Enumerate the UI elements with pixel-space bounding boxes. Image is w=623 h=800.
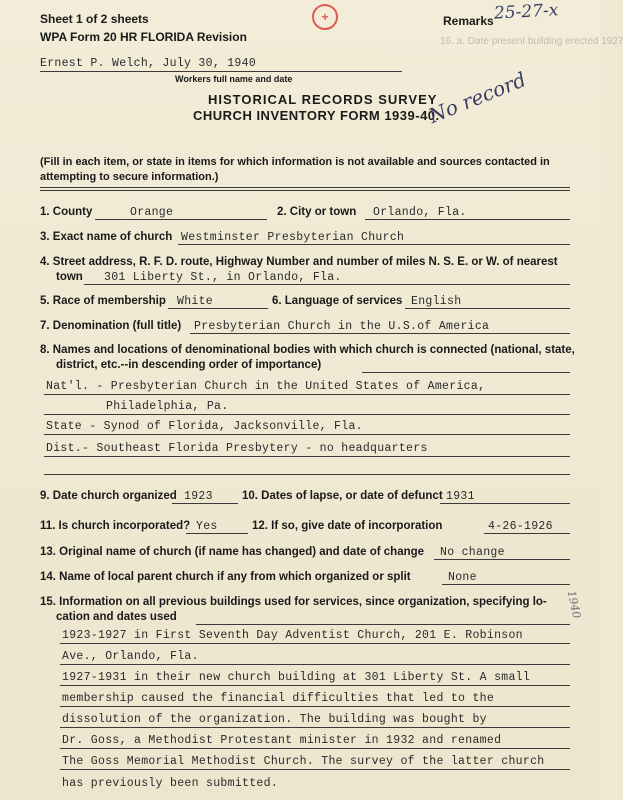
church-name-label: 3. Exact name of church xyxy=(40,231,173,243)
address-label: 4. Street address, R. F. D. route, Highway Number and number of miles N. S. E. or W. of nearest xyxy=(40,256,558,268)
incorporation-date-line xyxy=(484,533,570,534)
city-line xyxy=(365,219,570,220)
previous-buildings-text-8: has previously been submitted. xyxy=(62,777,279,790)
parent-church-value: None xyxy=(448,571,477,584)
form-subtitle: CHURCH INVENTORY FORM 1939-40. xyxy=(193,108,440,123)
previous-buildings-label-1: 15. Information on all previous buildings used for services, since organization, specifying lo- xyxy=(40,596,547,608)
worker-line xyxy=(40,71,402,72)
language-line xyxy=(405,308,570,309)
previous-buildings-text-4: membership caused the financial difficulties that led to the xyxy=(62,692,495,705)
side-stamp: 1940 xyxy=(564,589,584,620)
race-label: 5. Race of membership xyxy=(40,295,166,307)
race-value: White xyxy=(177,295,214,308)
previous-buildings-text-7: The Goss Memorial Methodist Church. The survey of the latter church xyxy=(62,755,545,768)
previous-buildings-label-2: cation and dates used xyxy=(56,611,177,623)
form-number: WPA Form 20 HR FLORIDA Revision xyxy=(40,30,247,44)
bodies-label-2: district, etc.--in descending order of importance) xyxy=(56,359,322,371)
original-name-value: No change xyxy=(440,546,505,559)
lapse-line xyxy=(440,503,570,504)
bodies-line-4 xyxy=(44,456,570,457)
organized-label: 9. Date church organized xyxy=(40,490,177,502)
red-circle-mark: + xyxy=(312,4,338,30)
incorporated-value: Yes xyxy=(196,520,218,533)
sheet-count: Sheet 1 of 2 sheets xyxy=(40,12,149,26)
denomination-label: 7. Denomination (full title) xyxy=(40,320,182,332)
address-line xyxy=(84,284,570,285)
original-name-line xyxy=(434,559,570,560)
bodies-state: State - Synod of Florida, Jacksonville, Fla. xyxy=(46,420,363,433)
incorporated-line xyxy=(186,533,248,534)
town-label: town xyxy=(56,271,83,283)
denomination-line xyxy=(190,333,570,334)
worker-name-date: Ernest P. Welch, July 30, 1940 xyxy=(40,57,257,70)
instructions-rule-2 xyxy=(40,190,570,191)
remarks-label: Remarks xyxy=(443,14,494,28)
form-title: HISTORICAL RECORDS SURVEY xyxy=(208,92,438,107)
bodies-line-5 xyxy=(44,474,570,475)
previous-buildings-text-6: Dr. Goss, a Methodist Protestant minister in 1932 and renamed xyxy=(62,734,502,747)
city-value: Orlando, Fla. xyxy=(373,206,467,219)
instructions: (Fill in each item, or state in items for which information is not available and sources contacted in attempting to secure information.) xyxy=(40,156,550,183)
previous-buildings-line-0 xyxy=(196,624,570,625)
address-value: 301 Liberty St., in Orlando, Fla. xyxy=(104,271,342,284)
language-label: 6. Language of services xyxy=(272,295,403,307)
parent-church-line xyxy=(442,584,570,585)
organized-value: 1923 xyxy=(184,490,213,503)
bodies-national: Nat'l. - Presbyterian Church in the United States of America, xyxy=(46,380,486,393)
lapse-label: 10. Dates of lapse, or date of defunct xyxy=(242,490,443,502)
previous-buildings-line-3 xyxy=(60,685,570,686)
bodies-national-location: Philadelphia, Pa. xyxy=(106,400,229,413)
bodies-line-3 xyxy=(44,434,570,435)
instructions-rule-1 xyxy=(40,187,570,188)
bodies-label-1: 8. Names and locations of denominational bodies with which church is connected (national, state, xyxy=(40,344,575,356)
worker-caption: Workers full name and date xyxy=(175,74,293,84)
county-label: 1. County xyxy=(40,206,93,218)
previous-buildings-line-6 xyxy=(60,748,570,749)
incorporated-label: 11. Is church incorporated? xyxy=(40,520,191,532)
city-label: 2. City or town xyxy=(277,206,357,218)
church-name-line xyxy=(178,244,570,245)
county-line xyxy=(95,219,267,220)
parent-church-label: 14. Name of local parent church if any from which organized or split xyxy=(40,571,411,583)
original-name-label: 13. Original name of church (if name has changed) and date of change xyxy=(40,546,425,558)
lapse-value: 1931 xyxy=(446,490,475,503)
previous-buildings-line-4 xyxy=(60,706,570,707)
previous-buildings-text-5: dissolution of the organization. The building was bought by xyxy=(62,713,487,726)
church-name-value: Westminster Presbyterian Church xyxy=(181,231,405,244)
remarks-handwriting: 25-27-x xyxy=(493,0,559,24)
previous-buildings-line-1 xyxy=(60,643,570,644)
race-line xyxy=(168,308,268,309)
bodies-line-0 xyxy=(362,372,570,373)
bleed-through: 16. a. Date present building erected 1927 xyxy=(440,36,623,47)
incorporation-date-label: 12. If so, give date of incorporation xyxy=(252,520,443,532)
county-value: Orange xyxy=(130,206,174,219)
previous-buildings-line-2 xyxy=(60,664,570,665)
language-value: English xyxy=(411,295,462,308)
denomination-value: Presbyterian Church in the U.S.of America xyxy=(194,320,490,333)
previous-buildings-text-1: 1923-1927 in First Seventh Day Adventist Church, 201 E. Robinson xyxy=(62,629,523,642)
previous-buildings-text-3: 1927-1931 in their new church building at 301 Liberty St. A small xyxy=(62,671,531,684)
previous-buildings-line-5 xyxy=(60,727,570,728)
no-record-handwriting: No record xyxy=(425,67,530,128)
bodies-line-1 xyxy=(44,394,570,395)
previous-buildings-text-2: Ave., Orlando, Fla. xyxy=(62,650,199,663)
previous-buildings-line-7 xyxy=(60,769,570,770)
incorporation-date-value: 4-26-1926 xyxy=(488,520,553,533)
bodies-district: Dist.- Southeast Florida Presbytery - no headquarters xyxy=(46,442,428,455)
organized-line xyxy=(172,503,238,504)
bodies-line-2 xyxy=(44,414,570,415)
